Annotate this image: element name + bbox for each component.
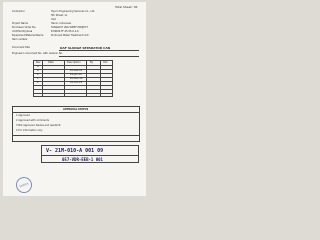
table-cell: 0	[37, 73, 39, 76]
header-label: Equipment/Material Name	[12, 34, 44, 37]
stamp-text: INDIA	[18, 181, 30, 189]
table-rule	[34, 85, 113, 86]
table-rule	[100, 61, 101, 97]
table-rule	[34, 93, 113, 94]
total-sheets: Total Sheet: 36	[115, 5, 138, 9]
table-rule	[64, 61, 65, 97]
table-rule	[86, 61, 87, 97]
table-cell: A	[37, 65, 39, 68]
header-value: Hyson Engineering Services Co., Ltd.	[51, 10, 96, 13]
engineers-doc-label: Engineer's document No. with revision No.	[12, 52, 63, 55]
table-rule	[34, 65, 113, 66]
box-rule	[42, 155, 139, 156]
header-label: Item number	[12, 38, 28, 41]
title-underline	[59, 50, 139, 51]
header-label: Purchaser Order No.	[12, 26, 37, 29]
header-label: Project Name	[12, 22, 28, 25]
header-value: Produced Water Treatment Unit	[51, 34, 89, 37]
table-cell: B	[37, 69, 39, 72]
approval-row: 1 Approved	[16, 114, 30, 117]
document-title-label: Document title	[12, 46, 30, 49]
handwritten-code: V- 21M-010-A 001 09	[46, 148, 104, 154]
box-rule	[13, 135, 140, 136]
table-header: By	[90, 61, 94, 64]
header-value: 5th Street, xx	[51, 14, 68, 17]
doc-number-box	[41, 145, 139, 163]
header-value: TANGGUH LNG WMPT PROJECT	[51, 26, 88, 29]
table-header: Chk	[103, 61, 108, 64]
table-cell: 2	[37, 81, 39, 84]
india-stamp-seal	[14, 175, 35, 196]
document-title: DAF SLUDGE SEPARATOR CAN	[60, 45, 111, 50]
table-rule	[42, 61, 43, 97]
header-value: Hanoi, Indonesia	[51, 22, 71, 25]
header-value: Viet	[51, 18, 56, 21]
table-cell: 1	[37, 77, 39, 80]
approval-row: 4 For information only	[16, 129, 43, 132]
header-label: Contractor	[12, 10, 25, 13]
approval-title: APPROVAL STATUS	[63, 107, 89, 111]
table-rule	[34, 89, 113, 90]
table-cell: 29-Jun-18	[70, 73, 82, 76]
table-cell: 28-Mar-18	[70, 69, 83, 72]
header-value: E-MZ26-FF-25-55-0-1-6	[51, 30, 79, 33]
box-rule	[13, 112, 140, 113]
approval-row: 2 Approved with comments	[16, 119, 49, 122]
table-header: Description	[67, 61, 81, 64]
table-cell: 03-Oct-19	[70, 81, 83, 84]
revision-table	[33, 60, 113, 97]
table-header: Rev	[36, 61, 41, 64]
handwritten-subcode: 057-VDR-EEB-1 001	[62, 157, 103, 162]
doc-no-underline	[59, 56, 139, 57]
approval-row: 3 Not approved. Revise and resubmit	[16, 124, 61, 127]
header-label: Unit/Facility/Area	[12, 30, 33, 33]
approval-status-box	[12, 106, 140, 142]
table-header: Date	[48, 61, 54, 64]
document-page	[3, 2, 146, 196]
table-cell: 26-Nov-18	[70, 77, 83, 80]
